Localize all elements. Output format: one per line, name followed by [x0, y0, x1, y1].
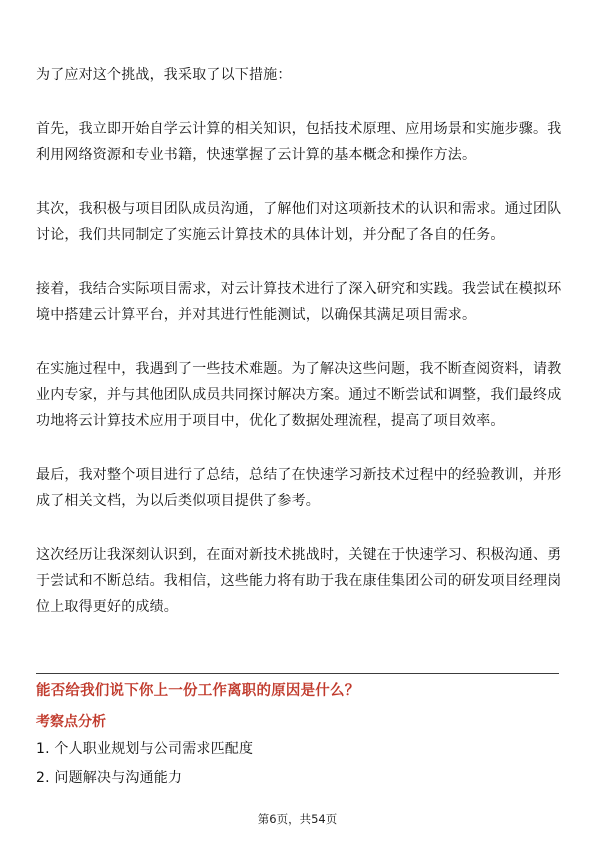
paragraph-second: 其次，我积极与项目团队成员沟通，了解他们对这项新技术的认识和需求。通过团队讨论，我们共同制定了实施云计算技术的具体计划，并分配了各自的任务。 — [36, 201, 562, 243]
paragraph-process: 在实施过程中，我遇到了一些技术难题。为了解决这些问题，我不断查阅资料，请教业内专家，并与其他团队成员共同探讨解决方案。通过不断尝试和调整，我们最终成功地将云计算技术应用于项目中，优化了数据处理流程，提高了项目效率。 — [36, 361, 562, 429]
paragraph-conclusion: 这次经历让我深刻认识到，在面对新技术挑战时，关键在于快速学习、积极沟通、勇于尝试和不断总结。我相信，这些能力将有助于我在康佳集团公司的研发项目经理岗位上取得更好的成绩。 — [36, 547, 562, 615]
section-divider — [36, 673, 559, 674]
analysis-item: 1. 个人职业规划与公司需求匹配度 — [36, 741, 254, 757]
paragraph-first: 首先，我立即开始自学云计算的相关知识，包括技术原理、应用场景和实施步骤。我利用网络资源和专业书籍，快速掌握了云计算的基本概念和操作方法。 — [36, 121, 562, 163]
page-number: 第6页，共54页 — [257, 812, 338, 826]
analysis-item: 2. 问题解决与沟通能力 — [36, 770, 183, 786]
paragraph-next: 接着，我结合实际项目需求，对云计算技术进行了深入研究和实践。我尝试在模拟环境中搭建云计算平台，并对其进行性能测试，以确保其满足项目需求。 — [36, 281, 562, 323]
paragraph-intro: 为了应对这个挑战，我采取了以下措施： — [36, 67, 292, 83]
analysis-heading: 考察点分析 — [36, 714, 106, 730]
answer-body — [36, 62, 562, 620]
interview-question: 能否给我们说下你上一份工作离职的原因是什么？ — [36, 683, 360, 699]
paragraph-last: 最后，我对整个项目进行了总结，总结了在快速学习新技术过程中的经验教训，并形成了相关文档，为以后类似项目提供了参考。 — [36, 467, 562, 509]
